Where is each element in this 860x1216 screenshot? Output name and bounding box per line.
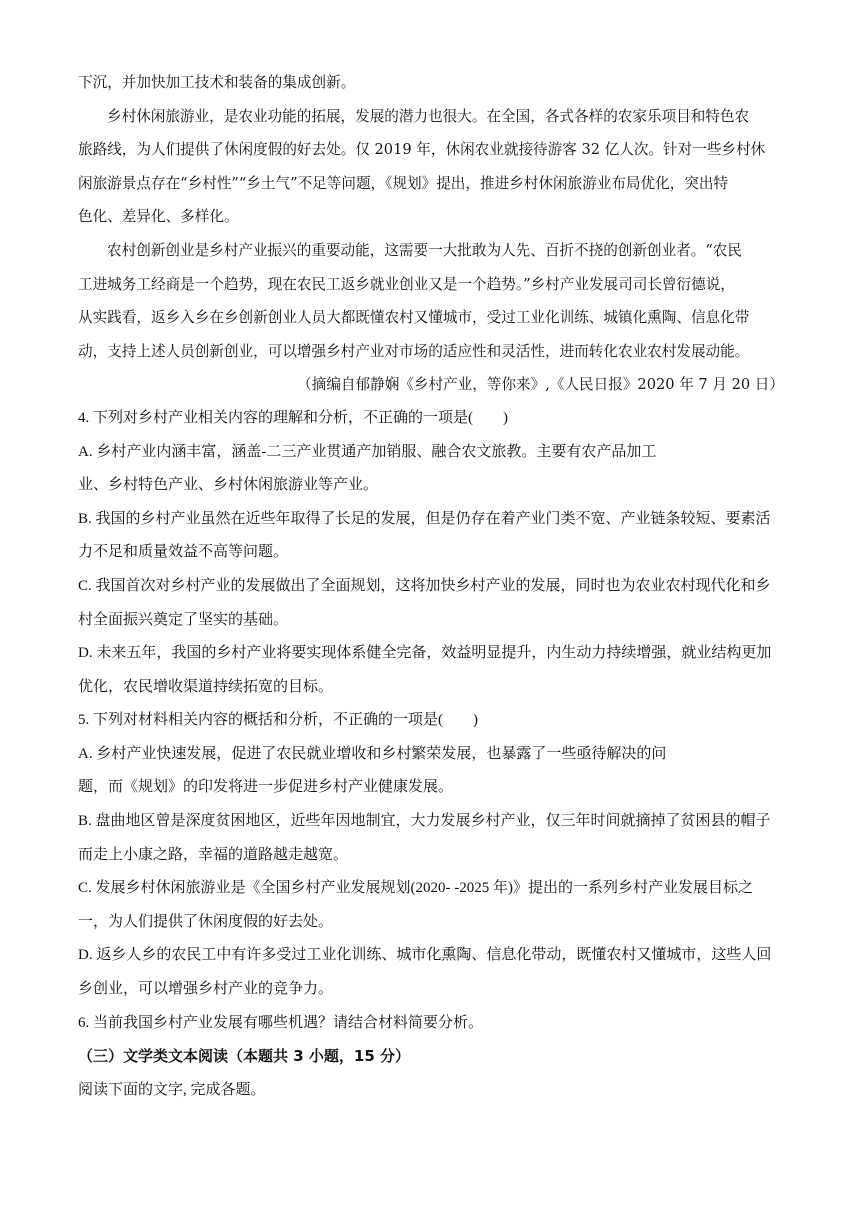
- option-b: B. 我国的乡村产业虽然在近些年取得了长足的发展，但是仍存在着产业门类不宽、产业链条较短、要素活: [78, 510, 771, 527]
- question-stem: 5. 下列对材料相关内容的概括和分析，不正确的一项是( ): [78, 712, 478, 729]
- passage-line: 动，支持上述人员创新创业，可以增强乡村产业对市场的适应性和灵活性，进而转化农业农村发展动能。: [78, 342, 750, 360]
- option-c-cont: 一，为人们提供了休闲度假的好去处。: [78, 913, 334, 930]
- option-d: D. 返乡人乡的农民工中有许多受过工业化训练、城市化熏陶、信息化带动，既懂农村又懂城市，这些人回: [78, 947, 772, 964]
- passage-line: 乡村休闲旅游业，是农业功能的拓展，发展的潜力也很大。在全国，各式各样的农家乐项目和特色农: [107, 107, 750, 125]
- passage-source: （摘编自郁静娴《乡村产业，等你来》,《人民日报》2020 年 7 月 20 日）: [297, 376, 784, 394]
- section-heading: （三）文学类文本阅读（本题共 3 小题，15 分）: [78, 1047, 410, 1066]
- question-6: [78, 1007, 784, 1041]
- question-5: [78, 704, 784, 1006]
- option-b-cont: 而走上小康之路，幸福的道路越走越宽。: [78, 846, 349, 863]
- document-page: [78, 66, 784, 1107]
- question-stem: 6. 当前我国乡村产业发展有哪些机遇？请结合材料简要分析。: [78, 1014, 484, 1031]
- passage-line: 下沉，并加快加工技术和装备的集成创新。: [78, 74, 356, 91]
- option-c: C. 我国首次对乡村产业的发展做出了全面规划，这将加快乡村产业的发展，同时也为农业农村现代化和乡: [78, 577, 771, 594]
- option-c-cont: 村全面振兴奠定了坚实的基础。: [78, 611, 289, 628]
- option-a: A. 乡村产业内涵丰富，涵盖-二三产业贯通产加销服、融合农文旅教。主要有农产品加工: [78, 443, 657, 460]
- option-c: C. 发展乡村休闲旅游业是《全国乡村产业发展规划(2020- -2025 年)》提出的一系列乡村产业发展目标之: [78, 880, 753, 897]
- option-d: D. 未来五年，我国的乡村产业将要实现体系健全完备，效益明显提升，内生动力持续增强，就业结构更加: [78, 645, 772, 662]
- option-b-cont: 力不足和质量效益不高等问题。: [78, 544, 289, 561]
- option-d-cont: 乡创业，可以增强乡村产业的竞争力。: [78, 981, 334, 998]
- option-a-cont: 题，而《规划》的印发将进一步促进乡村产业健康发展。: [78, 779, 454, 796]
- passage-line: 色化、差异化、多样化。: [78, 208, 239, 226]
- passage-line: 闲旅游景点存在“乡村性”“乡土气”不足等问题，《规划》提出，推进乡村休闲旅游业布局优化，突出特: [78, 174, 729, 192]
- section-instruction: 阅读下面的文字, 完成各题。: [78, 1081, 266, 1098]
- passage: [78, 66, 784, 402]
- option-d-cont: 优化，农民增收渠道持续拓宽的目标。: [78, 678, 334, 695]
- passage-line: 从实践看，返乡入乡在乡创新创业人员大都既懂农村又懂城市，受过工业化训练、城镇化熏陶、信息化带: [78, 309, 750, 327]
- option-a-cont: 业、乡村特色产业、乡村休闲旅游业等产业。: [78, 477, 379, 494]
- passage-line: 农村创新创业是乡村产业振兴的重要动能，这需要一大批敢为人先、百折不挠的创新创业者。“农民: [107, 241, 742, 259]
- option-a: A. 乡村产业快速发展，促进了农民就业增收和乡村繁荣发展，也暴露了一些亟待解决的问: [78, 745, 667, 762]
- question-stem: 4. 下列对乡村产业相关内容的理解和分析，不正确的一项是( ): [78, 409, 508, 426]
- question-4: [78, 402, 784, 704]
- passage-line: 旅路线，为人们提供了休闲度假的好去处。仅 2019 年，休闲农业就接待游客 32 亿人次。针对一些乡村休: [78, 141, 766, 159]
- option-b: B. 盘曲地区曾是深度贫困地区，近些年因地制宜，大力发展乡村产业，仅三年时间就摘掉了贫困县的帽子: [78, 813, 771, 830]
- passage-line: 工进城务工经商是一个趋势，现在农民工返乡就业创业又是一个趋势。”乡村产业发展司司长曾衍德说，: [78, 275, 735, 293]
